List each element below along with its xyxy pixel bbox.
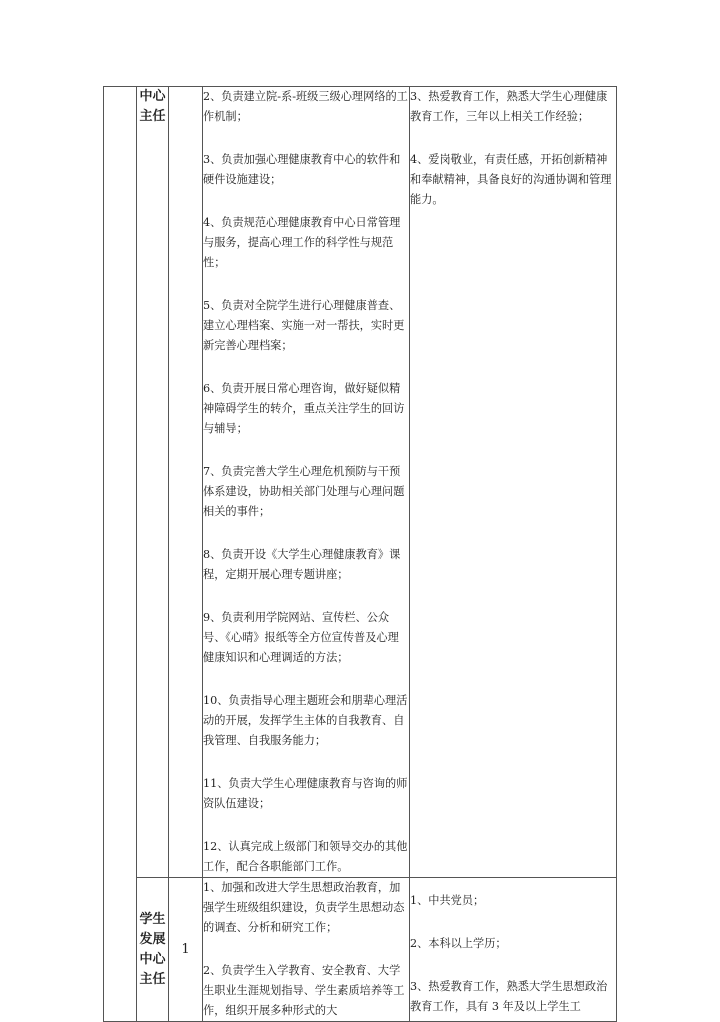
duty-item: 2、负责学生入学教育、安全教育、大学生职业生涯规划指导、学生素质培养等工作，组织开展多种形式的大 (203, 964, 405, 1017)
role-line: 主任 (139, 971, 166, 987)
requirement-item: 3、热爱教育工作，熟悉大学生思想政治教育工作，具有 3 年及以上学生工 (410, 980, 608, 1013)
role-cell (137, 87, 169, 878)
table-row (104, 87, 617, 878)
role-line: 学生 (139, 911, 166, 927)
role-line: 中心 (139, 89, 166, 104)
requirement-item: 2、本科以上学历； (410, 937, 507, 950)
duty-item: 10、负责指导心理主题班会和朋辈心理活动的开展，发挥学生主体的自我教育、自我管理、自我服务能力； (203, 694, 408, 747)
requirements-cell (410, 87, 617, 878)
duty-item: 5、负责对全院学生进行心理健康普查、建立心理档案、实施一对一帮扶，实时更新完善心理档案； (203, 299, 405, 352)
count-cell (169, 87, 203, 878)
duty-item: 2、负责建立院-系-班级三级心理网络的工作机制； (203, 90, 408, 123)
requirements-cell (410, 878, 617, 1022)
role-line: 发展 (139, 931, 166, 947)
duty-item: 6、负责开展日常心理咨询，做好疑似精神障碍学生的转介，重点关注学生的回访与辅导； (203, 382, 405, 435)
duties-cell (203, 878, 410, 1022)
requirement-item: 1、中共党员； (410, 894, 485, 907)
role-line: 主任 (139, 109, 166, 124)
table-row (104, 878, 617, 1022)
duty-item: 7、负责完善大学生心理危机预防与干预体系建设，协助相关部门处理与心理问题相关的事件； (203, 465, 405, 518)
count-cell: 1 (169, 878, 203, 1022)
duty-item: 11、负责大学生心理健康教育与咨询的师资队伍建设； (203, 777, 408, 810)
requirement-item: 3、热爱教育工作，熟悉大学生心理健康教育工作，三年以上相关工作经验； (410, 90, 608, 123)
blank-left-cell (104, 87, 137, 1022)
requirement-item: 4、爱岗敬业，有责任感，开拓创新精神和奉献精神，具备良好的沟通协调和管理能力。 (410, 153, 612, 206)
role-line: 中心 (139, 951, 166, 967)
duty-item: 1、加强和改进大学生思想政治教育，加强学生班级组织建设，负责学生思想动态的调查、分析和研究工作； (203, 881, 405, 934)
duty-item: 9、负责利用学院网站、宣传栏、公众号、《心晴》报纸等全方位宣传普及心理健康知识和心理调适的方法； (203, 611, 399, 664)
duties-cell (203, 87, 410, 878)
duty-item: 12、认真完成上级部门和领导交办的其他工作，配合各职能部门工作。 (203, 840, 408, 873)
duty-item: 8、负责开设《大学生心理健康教育》课程，定期开展心理专题讲座； (203, 548, 401, 581)
duty-item: 3、负责加强心理健康教育中心的软件和硬件设施建设； (203, 153, 401, 186)
job-description-table (103, 86, 617, 1022)
role-cell (137, 878, 169, 1022)
duty-item: 4、负责规范心理健康教育中心日常管理与服务，提高心理工作的科学性与规范性； (203, 216, 401, 269)
